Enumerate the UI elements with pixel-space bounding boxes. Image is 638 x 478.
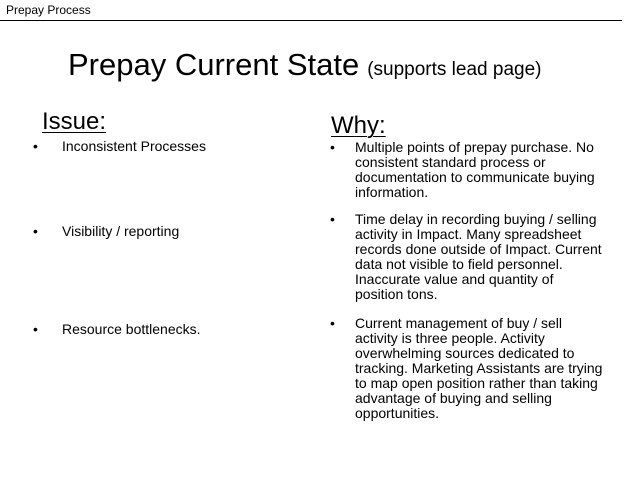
header-divider: [0, 20, 622, 21]
why-item: [330, 212, 620, 302]
bullet-icon: •: [33, 223, 38, 239]
why-heading: Why:: [331, 112, 386, 139]
bullet-icon: •: [330, 211, 335, 227]
bullet-icon: •: [33, 138, 38, 154]
issue-item-text: Resource bottlenecks.: [62, 321, 201, 337]
bullet-icon: •: [330, 139, 335, 155]
issue-item-text: Inconsistent Processes: [62, 138, 206, 154]
bullet-icon: •: [33, 321, 38, 337]
issue-heading: Issue:: [42, 108, 107, 135]
slide-title: [68, 45, 541, 90]
why-item: [330, 140, 620, 200]
issue-item: [33, 322, 283, 337]
why-item-text: Current management of buy / sell activity is three people. Activity overwhelming sources dedicated to tracking. Marketing Assistants are trying to map open position rather than taking advantage of buying and selling opportunities.: [355, 315, 603, 421]
issue-item-text: Visibility / reporting: [62, 223, 180, 239]
issue-item: [33, 224, 283, 239]
why-item: [330, 316, 620, 421]
why-item-text: Time delay in recording buying / selling activity in Impact. Many spreadsheet records done outside of Impact. Current data not visible to field personnel. Inaccurate value and quantity of position tons.: [355, 211, 602, 302]
header-label: Prepay Process: [6, 3, 91, 17]
slide-title-main: Prepay Current State: [68, 47, 360, 82]
why-item-text: Multiple points of prepay purchase. No consistent standard process or documentation to communicate buying information.: [355, 139, 595, 200]
issue-item: [33, 139, 283, 154]
slide-title-subtitle: (supports lead page): [367, 59, 542, 80]
bullet-icon: •: [330, 315, 335, 331]
